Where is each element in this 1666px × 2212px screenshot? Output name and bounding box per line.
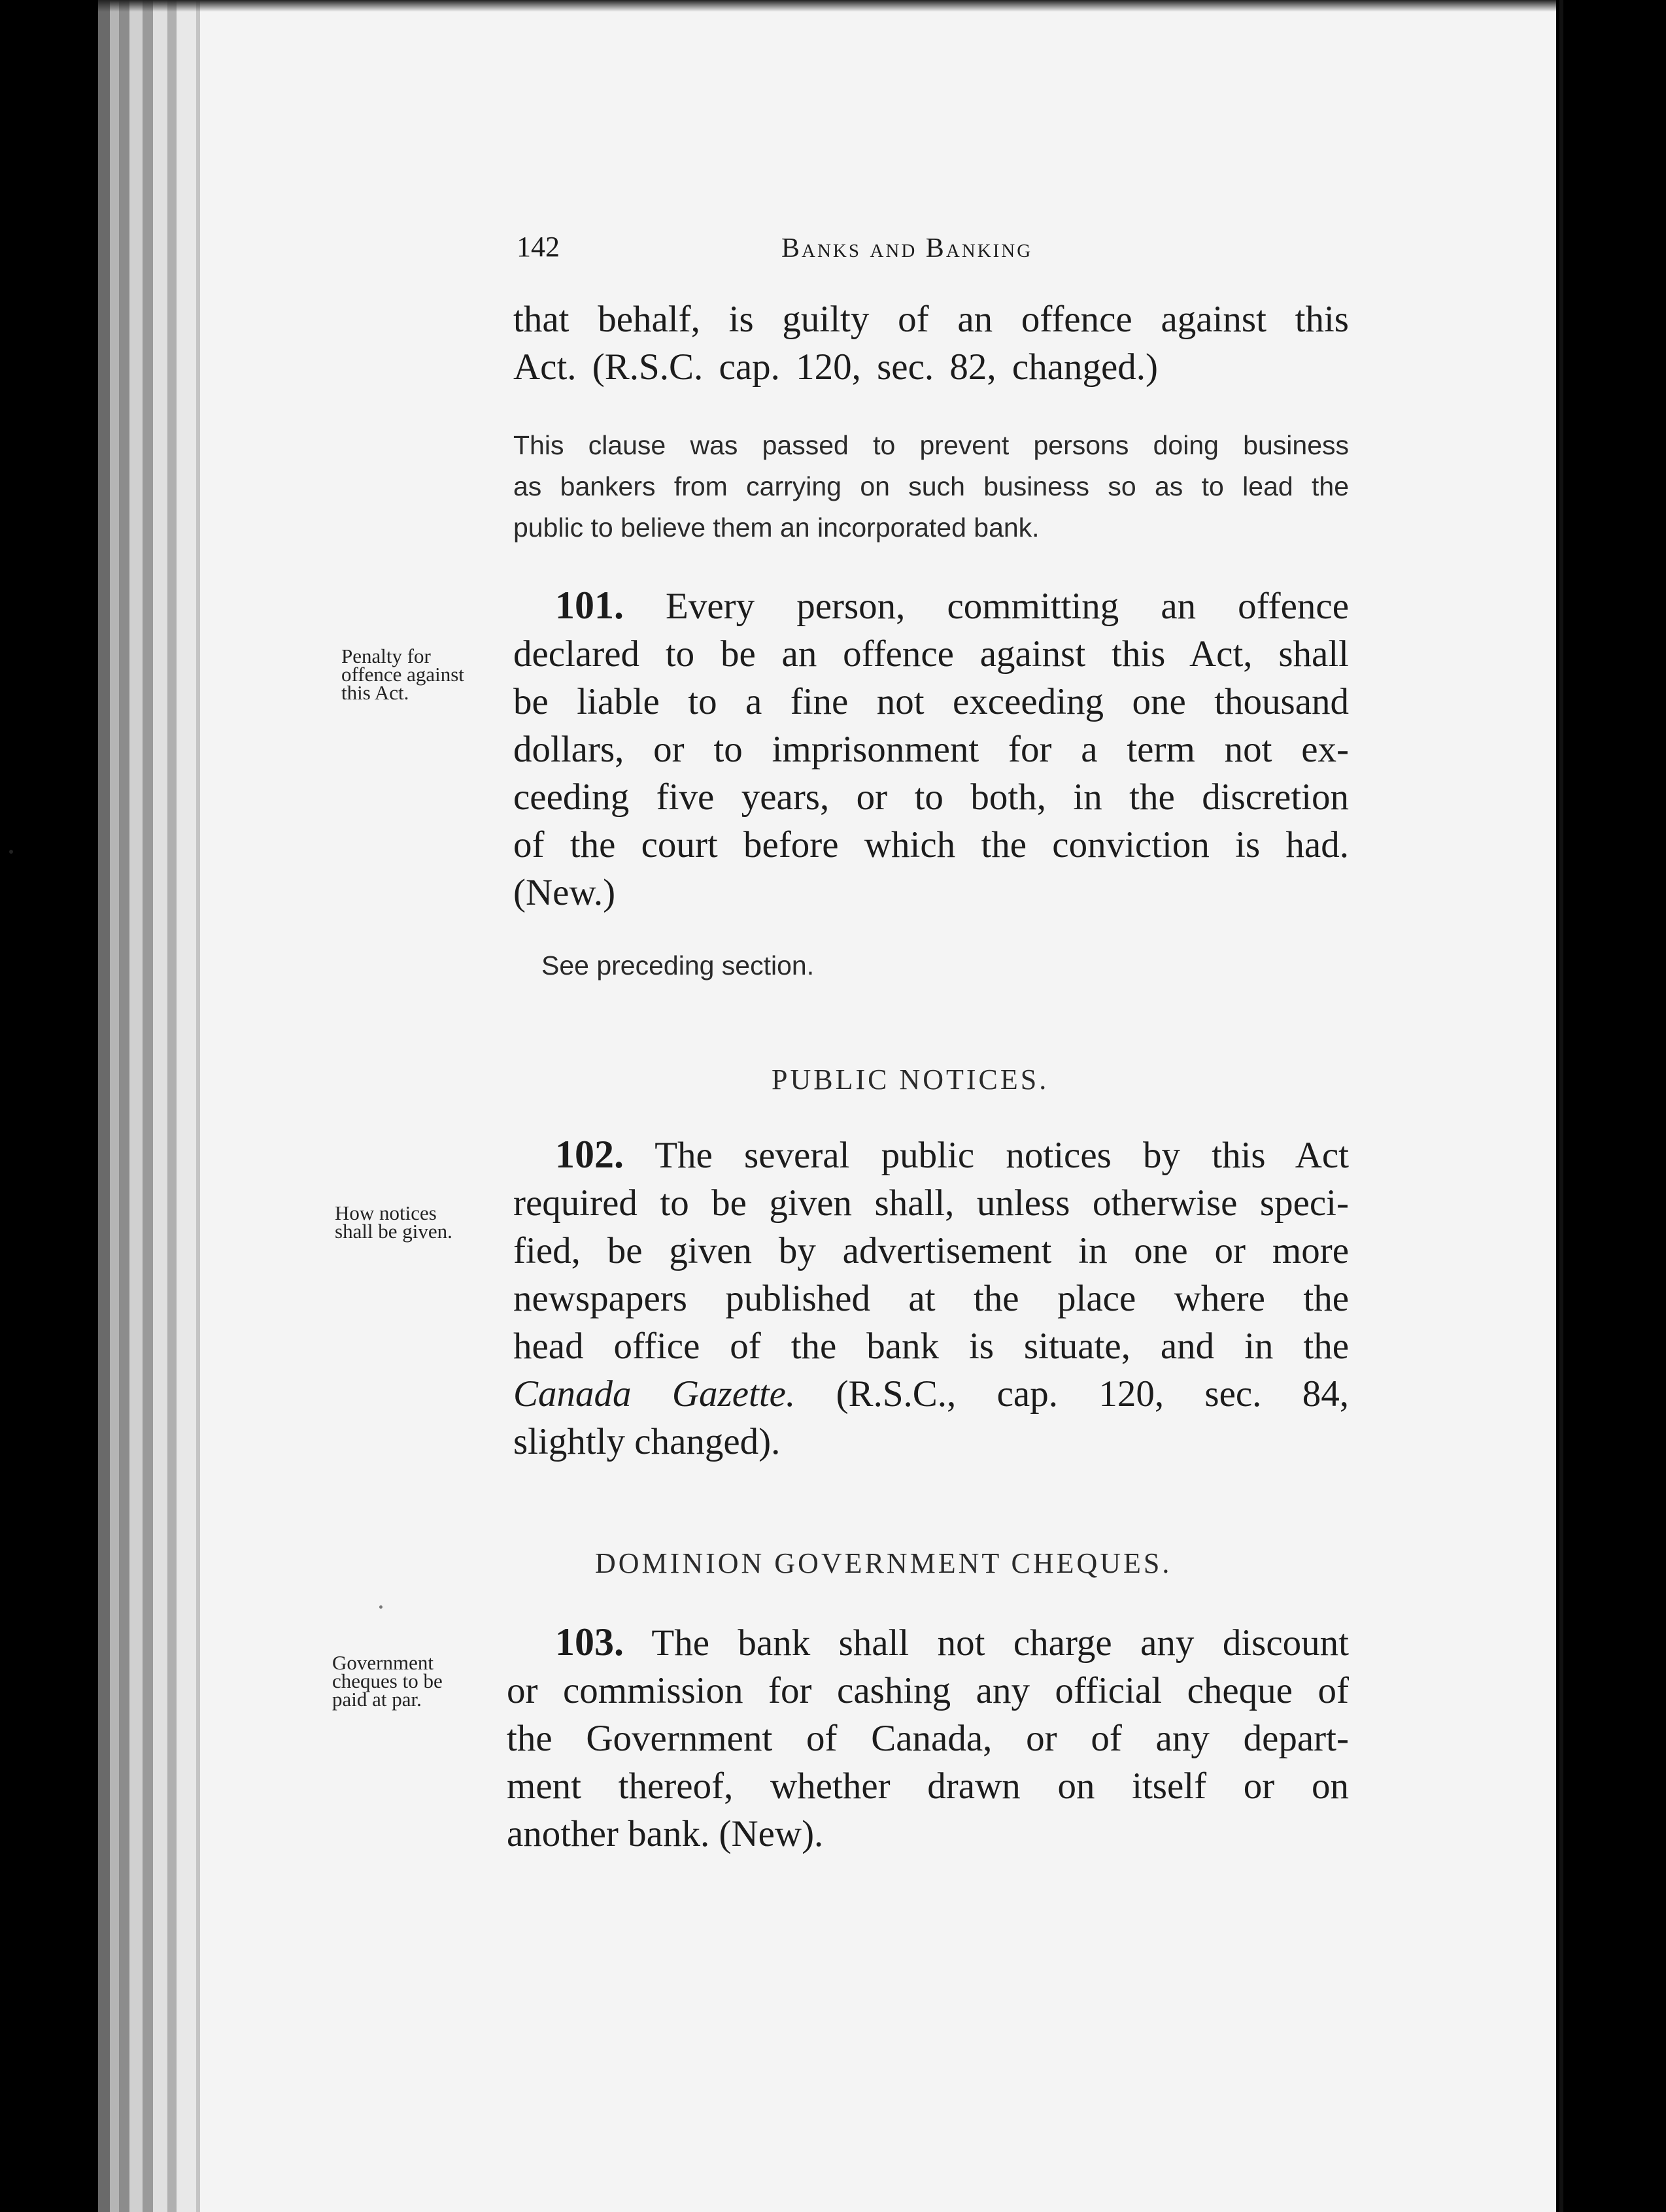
text-segment: (R.S.C., cap. 120, sec. 84,	[836, 1373, 1350, 1415]
text-segment: The several public notices by this Act	[654, 1135, 1349, 1176]
text-line: ment thereof, whether drawn on itself or on	[507, 1766, 1349, 1807]
margin-note-line: paid at par.	[332, 1688, 422, 1711]
text-line: dollars, or to imprisonment for a term not ex-	[513, 729, 1349, 770]
text-line: another bank. (New).	[507, 1813, 824, 1854]
margin-note-101	[341, 647, 505, 702]
text-segment: Every person, committing an offence	[666, 586, 1349, 627]
text-line: be liable to a fine not exceeding one thousand	[513, 681, 1349, 722]
section-heading: DOMINION GOVERNMENT CHEQUES.	[595, 1547, 1172, 1579]
margin-note-line: cheques to be	[332, 1669, 443, 1692]
section-first-line	[507, 1618, 1349, 1667]
text-line: that behalf, is guilty of an offence against this	[513, 299, 1349, 340]
section-102	[513, 1131, 1349, 1466]
section-number: 103.	[555, 1620, 624, 1664]
margin-note-line: this Act.	[341, 681, 409, 704]
text-line: ceeding five years, or to both, in the discretion	[513, 777, 1349, 818]
page-right-edge	[1559, 0, 1563, 2212]
margin-note-line: How notices	[335, 1201, 437, 1224]
section-heading: PUBLIC NOTICES.	[772, 1064, 1049, 1096]
section-101	[513, 582, 1349, 916]
margin-note-103	[332, 1651, 502, 1711]
margin-note-line: Government	[332, 1651, 434, 1674]
note-line: as bankers from carrying on such business so as to lead the	[513, 471, 1349, 501]
section-first-line	[513, 582, 1349, 630]
note-line: This clause was passed to prevent persons doing business	[513, 430, 1349, 460]
text-line: newspapers published at the place where the	[513, 1278, 1349, 1319]
section-number: 101.	[555, 584, 624, 627]
margin-note-line: Penalty for	[341, 645, 431, 667]
margin-note-102	[335, 1201, 505, 1243]
margin-note-line: shall be given.	[335, 1220, 452, 1243]
commentary-note	[513, 425, 1349, 548]
continuation-paragraph	[513, 295, 1349, 391]
book-edge	[0, 0, 111, 2212]
dust-speck	[9, 850, 13, 854]
text-line: slightly changed).	[513, 1421, 781, 1462]
section-number: 102.	[555, 1133, 624, 1176]
text-line: required to be given shall, unless otherwise speci-	[513, 1182, 1349, 1224]
dust-speck	[379, 1605, 382, 1609]
section-first-line	[513, 1131, 1349, 1179]
text-segment: The bank shall not charge any discount	[651, 1622, 1349, 1664]
running-title: Banks and Banking	[781, 233, 1033, 263]
note-line: public to believe them an incorporated bank.	[513, 512, 1040, 543]
italic-reference: Canada Gazette.	[513, 1373, 796, 1415]
text-line: fied, be given by advertisement in one or more	[513, 1230, 1349, 1271]
page-top-shadow	[98, 0, 1556, 12]
section-103	[507, 1618, 1349, 1858]
page-number: 142	[517, 231, 560, 263]
text-line: declared to be an offence against this Act, shall	[513, 633, 1349, 675]
text-line	[513, 1370, 1349, 1418]
text-line: of the court before which the conviction is had.	[513, 824, 1349, 865]
text-line: the Government of Canada, or of any depart-	[507, 1718, 1349, 1759]
margin-note-line: offence against	[341, 663, 464, 686]
text-line: Act. (R.S.C. cap. 120, sec. 82, changed.)	[513, 346, 1159, 388]
text-line: (New.)	[513, 872, 616, 913]
commentary-note: See preceding section.	[541, 950, 815, 980]
text-line: head office of the bank is situate, and in the	[513, 1326, 1349, 1367]
text-line: or commission for cashing any official cheque of	[507, 1670, 1349, 1711]
